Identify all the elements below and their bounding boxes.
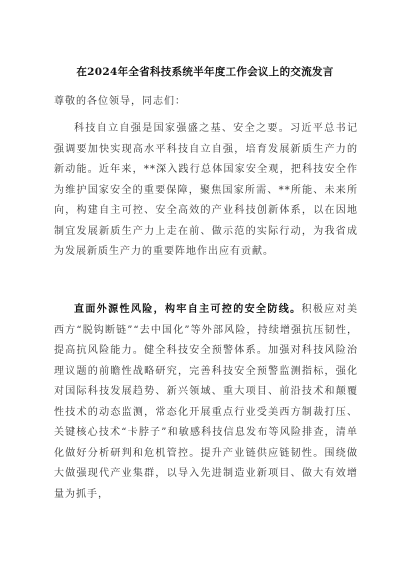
paragraph-intro xyxy=(54,119,358,263)
paragraph-text: 积极应对美西方“脱钩断链”“去中国化”等外部风险，持续增强抗压韧性，提高抗风险能力。健全科技安全预警体系。加强对科技风险治理议题的前瞻性战略研究，完善科技安全预警监测指标，强化对国际科技发展趋势、新兴领域、重大项目、前沿技术和颠覆性技术的动态监测，常态化开展重点行业受美西方制裁打压、关键核心技术“卡脖子”和敏感科技信息发布等风险排查，清单化做好分析研判和危机管控。提升产业链供应链韧性。围绕做大做强现代产业集群，以导入先进制造业新项目、做大有效增量为抓手， xyxy=(54,304,358,500)
paragraph-text: 科技自立自强是国家强盛之基、安全之要。习近平总书记强调要加快实现高水平科技自立自强，培育发展新质生产力的新动能。近年来，**深入践行总体国家安全观，把科技安全作为维护国家安全的重要保障，聚焦国家所需、**所能、未来所向，构建自主可控、安全高效的产业科技创新体系，以在因地制宜发展新质生产力上走在前、做示范的实际行动，为我省成为发展新质生产力的重要阵地作出应有贡献。 xyxy=(54,123,358,257)
salutation: 尊敬的各位领导，同志们： xyxy=(54,96,186,107)
paragraph-lead: 直面外源性风险，构牢自主可控的安全防线。 xyxy=(74,304,302,315)
document-title: 在2024年全省科技系统半年度工作会议上的交流发言 xyxy=(76,66,334,78)
paragraph-section-1 xyxy=(54,300,358,505)
